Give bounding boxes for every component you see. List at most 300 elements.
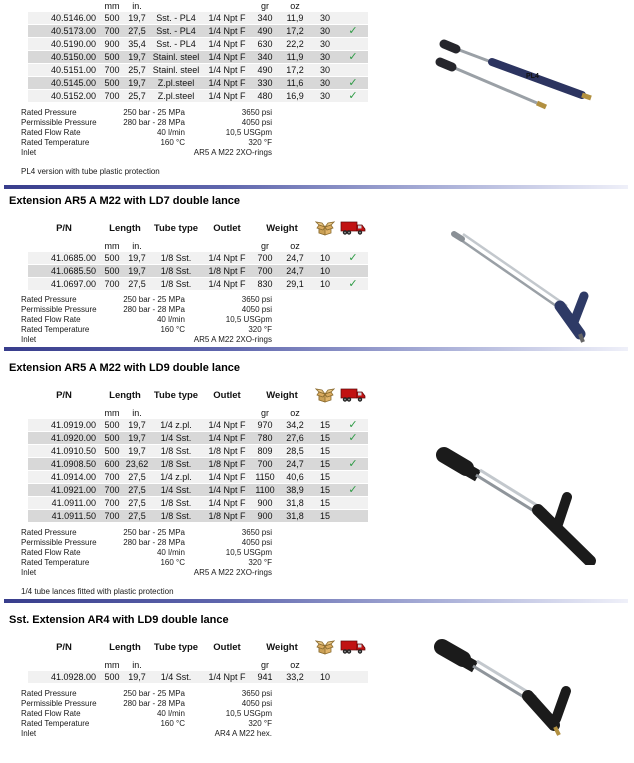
table-subheader-row	[28, 240, 368, 252]
cell-part-number: 40.5152.00	[50, 91, 96, 101]
cell-tube-type: 1/8 Sst.	[160, 279, 192, 289]
spec-metric-value: 250 bar - 25 MPa	[123, 108, 185, 117]
col-header-outlet: Outlet	[213, 222, 241, 234]
availability-check-icon: ✓	[348, 252, 358, 264]
table-header-row	[28, 383, 368, 407]
cell-weight-gr: 490	[257, 65, 273, 75]
cell-pack-qty: 10	[319, 279, 330, 289]
cell-weight-oz: 11,9	[286, 52, 304, 62]
spec-row	[21, 128, 430, 138]
spec-metric-value	[116, 148, 185, 158]
table-rows	[28, 419, 368, 523]
spec-imperial-value: 4050 psi	[241, 699, 272, 708]
product-table	[28, 216, 368, 291]
cell-length-in: 19,7	[128, 266, 146, 276]
spec-row	[21, 538, 430, 548]
cell-part-number: 41.0919.00	[50, 420, 96, 430]
cell-length-mm: 500	[104, 672, 120, 682]
cell-weight-gr: 900	[257, 511, 273, 521]
table-row	[28, 38, 368, 51]
spec-row	[21, 689, 430, 699]
spec-row	[21, 118, 430, 128]
table-row	[28, 252, 368, 265]
spec-metric-value: 280 bar - 28 MPa	[123, 699, 185, 708]
col-subheader-in: in.	[132, 408, 142, 418]
cell-length-mm: 500	[104, 253, 120, 263]
cell-pack-qty: 15	[319, 459, 330, 469]
col-subheader-mm: mm	[104, 408, 120, 418]
cell-tube-type: 1/8 Sst.	[160, 459, 192, 469]
cell-length-in: 27,5	[128, 498, 146, 508]
spec-label: Inlet	[21, 729, 37, 738]
cell-tube-type: Stainl. steel	[152, 65, 200, 75]
spec-label: Rated Pressure	[21, 689, 77, 698]
cell-outlet: 1/4 Npt F	[208, 52, 246, 62]
section-ld9-double-lance	[0, 362, 430, 596]
cell-tube-type: 1/4 z.pl.	[160, 420, 192, 430]
cell-outlet: 1/4 Npt F	[208, 672, 246, 682]
spec-imperial-value: AR5 A M22 2XO-rings	[193, 148, 272, 157]
cell-weight-oz: 17,2	[286, 65, 304, 75]
cell-tube-type: 1/8 Sst.	[160, 253, 192, 263]
cell-length-in: 35,4	[128, 39, 146, 49]
col-header-pn: P/N	[56, 641, 72, 653]
table-row	[28, 51, 368, 64]
cell-pack-qty: 10	[319, 253, 330, 263]
cell-outlet: 1/4 Npt F	[208, 65, 246, 75]
spec-imperial-value: 3650 psi	[241, 528, 272, 537]
cell-weight-oz: 24,7	[286, 459, 304, 469]
cell-length-in: 27,5	[128, 26, 146, 36]
spec-label: Permissible Pressure	[21, 538, 97, 547]
table-row	[28, 510, 368, 523]
cell-pack-qty: 30	[319, 78, 330, 88]
spec-label: Rated Flow Rate	[21, 315, 81, 324]
col-subheader-in: in.	[132, 241, 142, 251]
spec-metric-value: 40 l/min	[156, 548, 185, 557]
table-row	[28, 77, 368, 90]
cell-outlet: 1/8 Npt F	[208, 266, 246, 276]
package-box-icon	[312, 219, 338, 237]
section-title: Sst. Extension AR4 with LD9 double lance	[9, 614, 229, 626]
spec-row	[21, 138, 430, 148]
cell-part-number: 40.5173.00	[50, 26, 96, 36]
product-image-pl4-lances	[432, 18, 632, 128]
table-row	[28, 64, 368, 77]
spec-label: Rated Temperature	[21, 558, 90, 567]
table-subheader-row	[28, 407, 368, 419]
cell-outlet: 1/4 Npt F	[208, 472, 246, 482]
cell-tube-type: 1/4 z.pl.	[160, 472, 192, 482]
cell-tube-type: 1/8 Sst.	[160, 446, 192, 456]
cell-length-in: 19,7	[128, 253, 146, 263]
cell-pack-qty: 30	[319, 91, 330, 101]
cell-length-mm: 700	[104, 498, 120, 508]
spec-label: Rated Flow Rate	[21, 709, 81, 718]
spec-label: Rated Temperature	[21, 719, 90, 728]
cell-weight-oz: 24,7	[286, 266, 304, 276]
table-rows	[28, 671, 368, 684]
cell-part-number: 40.5150.00	[50, 52, 96, 62]
cell-outlet: 1/4 Npt F	[208, 39, 246, 49]
cell-pack-qty: 15	[319, 420, 330, 430]
spec-imperial-value: 10,5 USGpm	[225, 548, 272, 557]
spec-imperial-value: 320 °F	[248, 558, 272, 567]
package-box-icon	[312, 638, 338, 656]
col-header-length: Length	[109, 641, 141, 653]
spec-row	[21, 528, 430, 538]
cell-weight-gr: 780	[257, 433, 273, 443]
spec-label: Permissible Pressure	[21, 699, 97, 708]
cell-weight-gr: 490	[257, 26, 273, 36]
availability-check-icon: ✓	[348, 432, 358, 444]
cell-outlet: 1/4 Npt F	[208, 13, 246, 23]
cell-length-mm: 500	[104, 13, 120, 23]
spec-label: Rated Flow Rate	[21, 548, 81, 557]
spec-imperial-value: 4050 psi	[241, 118, 272, 127]
spec-imperial-value: 4050 psi	[241, 538, 272, 547]
cell-length-in: 27,5	[128, 279, 146, 289]
section-note: PL4 version with tube plastic protection	[21, 167, 160, 176]
col-subheader-oz: oz	[290, 660, 300, 670]
cell-weight-oz: 38,9	[286, 485, 304, 495]
table-header-row	[28, 216, 368, 240]
col-subheader-mm: mm	[104, 241, 120, 251]
col-header-pn: P/N	[56, 222, 72, 234]
col-header-weight: Weight	[266, 222, 298, 234]
cell-weight-gr: 340	[257, 52, 273, 62]
shipping-truck-icon	[338, 219, 368, 237]
cell-length-in: 19,7	[128, 13, 146, 23]
table-row	[28, 445, 368, 458]
cell-part-number: 41.0920.00	[50, 433, 96, 443]
cell-pack-qty: 10	[319, 672, 330, 682]
section-title: Extension AR5 A M22 with LD9 double lance	[9, 362, 241, 374]
col-header-tube-type: Tube type	[153, 641, 199, 653]
table-row	[28, 278, 368, 291]
col-header-length: Length	[109, 389, 141, 401]
col-subheader-gr: gr	[260, 241, 269, 251]
col-subheader-oz: oz	[290, 408, 300, 418]
cell-length-in: 25,7	[128, 65, 146, 75]
spec-metric-value: 160 °C	[160, 325, 185, 334]
col-subheader-gr: gr	[260, 408, 269, 418]
spec-label: Inlet	[21, 148, 37, 157]
cell-pack-qty: 30	[319, 26, 330, 36]
spec-metric-value: 160 °C	[160, 719, 185, 728]
col-header-length: Length	[109, 222, 141, 234]
cell-length-mm: 900	[104, 39, 120, 49]
spec-imperial-value: 10,5 USGpm	[225, 315, 272, 324]
section-ld7-double-lance	[0, 195, 430, 345]
cell-tube-type: Sst. - PL4	[156, 13, 196, 23]
cell-length-mm: 700	[104, 26, 120, 36]
cell-weight-gr: 700	[257, 253, 273, 263]
cell-tube-type: Sst. - PL4	[156, 26, 196, 36]
cell-pack-qty: 15	[319, 446, 330, 456]
cell-outlet: 1/4 Npt F	[208, 485, 246, 495]
cell-outlet: 1/8 Npt F	[208, 511, 246, 521]
cell-tube-type: 1/4 Sst.	[160, 433, 192, 443]
table-row	[28, 419, 368, 432]
col-header-outlet: Outlet	[213, 389, 241, 401]
cell-part-number: 40.5190.00	[50, 39, 96, 49]
cell-length-in: 19,7	[128, 433, 146, 443]
spec-imperial-value: 320 °F	[248, 325, 272, 334]
cell-length-mm: 700	[104, 65, 120, 75]
cell-length-mm: 700	[104, 472, 120, 482]
col-subheader-gr: gr	[260, 660, 269, 670]
spec-row	[21, 108, 430, 118]
cell-weight-gr: 700	[257, 459, 273, 469]
table-row	[28, 471, 368, 484]
spec-metric-value: 40 l/min	[156, 128, 185, 137]
spec-row	[21, 315, 430, 325]
cell-length-mm: 500	[104, 446, 120, 456]
cell-outlet: 1/4 Npt F	[208, 26, 246, 36]
cell-tube-type: 1/8 Sst.	[160, 266, 192, 276]
cell-weight-oz: 22,2	[286, 39, 304, 49]
cell-weight-gr: 480	[257, 91, 273, 101]
cell-length-mm: 500	[104, 78, 120, 88]
spec-label: Permissible Pressure	[21, 305, 97, 314]
spec-label: Rated Temperature	[21, 138, 90, 147]
cell-length-mm: 600	[104, 459, 120, 469]
cell-weight-gr: 1150	[255, 472, 275, 482]
shipping-truck-icon	[338, 638, 368, 656]
col-header-tube-type: Tube type	[153, 389, 199, 401]
spec-row	[21, 548, 430, 558]
col-subheader-in: in.	[132, 660, 142, 670]
cell-outlet: 1/4 Npt F	[208, 253, 246, 263]
spec-imperial-value: 10,5 USGpm	[225, 709, 272, 718]
cell-weight-oz: 17,2	[286, 26, 304, 36]
cell-part-number: 41.0908.50	[50, 459, 96, 469]
cell-pack-qty: 15	[319, 433, 330, 443]
col-subheader-gr: gr	[260, 1, 269, 11]
availability-check-icon: ✓	[348, 458, 358, 470]
table-row	[28, 497, 368, 510]
spec-label: Permissible Pressure	[21, 118, 97, 127]
table-row	[28, 265, 368, 278]
cell-weight-oz: 16,9	[286, 91, 304, 101]
cell-length-in: 19,7	[128, 446, 146, 456]
section-divider	[4, 185, 628, 189]
spec-imperial-value: AR4 A M22 hex.	[214, 729, 272, 738]
cell-tube-type: 1/4 Sst.	[160, 485, 192, 495]
cell-tube-type: Stainl. steel	[152, 52, 200, 62]
spec-metric-value	[116, 568, 185, 578]
cell-part-number: 41.0921.00	[50, 485, 96, 495]
table-rows	[28, 12, 368, 103]
cell-pack-qty: 15	[319, 472, 330, 482]
cell-part-number: 40.5145.00	[50, 78, 96, 88]
cell-length-mm: 500	[104, 52, 120, 62]
availability-check-icon: ✓	[348, 484, 358, 496]
section-divider	[4, 599, 628, 603]
section-ar4-ld9-lance	[0, 614, 430, 739]
cell-length-in: 25,7	[128, 91, 146, 101]
table-header-row	[28, 635, 368, 659]
cell-pack-qty: 15	[319, 498, 330, 508]
spec-label: Rated Pressure	[21, 108, 77, 117]
spec-metric-value: 280 bar - 28 MPa	[123, 538, 185, 547]
cell-outlet: 1/4 Npt F	[208, 78, 246, 88]
col-header-weight: Weight	[266, 389, 298, 401]
cell-weight-gr: 830	[257, 279, 273, 289]
cell-weight-oz: 34,2	[286, 420, 304, 430]
cell-length-mm: 500	[104, 266, 120, 276]
spec-metric-value: 250 bar - 25 MPa	[123, 689, 185, 698]
cell-outlet: 1/4 Npt F	[208, 498, 246, 508]
spec-imperial-value: AR5 A M22 2XO-rings	[193, 568, 272, 577]
spec-label: Rated Flow Rate	[21, 128, 81, 137]
cell-outlet: 1/4 Npt F	[208, 433, 246, 443]
cell-part-number: 40.5146.00	[50, 13, 96, 23]
specs-block	[21, 528, 430, 578]
cell-weight-gr: 941	[257, 672, 273, 682]
spec-row	[21, 729, 430, 739]
cell-part-number: 41.0911.00	[51, 498, 96, 508]
col-subheader-oz: oz	[290, 1, 300, 11]
cell-weight-oz: 33,2	[286, 672, 304, 682]
col-subheader-mm: mm	[104, 1, 120, 11]
cell-length-in: 27,5	[128, 472, 146, 482]
cell-outlet: 1/4 Npt F	[208, 279, 246, 289]
cell-weight-gr: 970	[257, 420, 273, 430]
spec-imperial-value: 320 °F	[248, 719, 272, 728]
package-box-icon	[312, 386, 338, 404]
spec-row	[21, 148, 430, 158]
cell-part-number: 41.0914.00	[50, 472, 96, 482]
section-title: Extension AR5 A M22 with LD7 double lance	[9, 195, 241, 207]
table-row	[28, 458, 368, 471]
spec-imperial-value: 10,5 USGpm	[225, 128, 272, 137]
spec-label: Inlet	[21, 335, 37, 344]
cell-length-mm: 700	[104, 91, 120, 101]
product-table	[28, 0, 368, 103]
availability-check-icon: ✓	[348, 51, 358, 63]
spec-imperial-value: 3650 psi	[241, 295, 272, 304]
spec-metric-value: 280 bar - 28 MPa	[123, 305, 185, 314]
cell-tube-type: Z.pl.steel	[157, 91, 195, 101]
table-row	[28, 25, 368, 38]
spec-label: Rated Pressure	[21, 528, 77, 537]
cell-length-mm: 500	[104, 420, 120, 430]
availability-check-icon: ✓	[348, 419, 358, 431]
table-subheader-row	[28, 0, 368, 12]
availability-check-icon: ✓	[348, 90, 358, 102]
table-row	[28, 12, 368, 25]
table-row	[28, 432, 368, 445]
cell-pack-qty: 15	[319, 485, 330, 495]
cell-weight-gr: 809	[257, 446, 273, 456]
cell-pack-qty: 10	[319, 266, 330, 276]
product-image-ld7-double-lance	[430, 222, 630, 352]
cell-part-number: 41.0911.50	[51, 511, 96, 521]
cell-weight-gr: 340	[257, 13, 273, 23]
spec-metric-value: 40 l/min	[156, 315, 185, 324]
spec-imperial-value: 3650 psi	[241, 689, 272, 698]
cell-length-in: 19,7	[128, 52, 146, 62]
cell-part-number: 41.0685.00	[50, 253, 96, 263]
spec-label: Rated Pressure	[21, 295, 77, 304]
cell-outlet: 1/4 Npt F	[208, 420, 246, 430]
spec-metric-value: 280 bar - 28 MPa	[123, 118, 185, 127]
spec-label: Inlet	[21, 568, 37, 577]
spec-row	[21, 568, 430, 578]
cell-weight-gr: 900	[257, 498, 273, 508]
spec-imperial-value: 3650 psi	[241, 108, 272, 117]
spec-row	[21, 295, 430, 305]
table-row	[28, 90, 368, 103]
cell-tube-type: 1/8 Sst.	[160, 498, 192, 508]
cell-outlet: 1/8 Npt F	[208, 446, 246, 456]
table-subheader-row	[28, 659, 368, 671]
cell-length-in: 19,7	[128, 672, 146, 682]
cell-tube-type: 1/8 Sst.	[160, 511, 192, 521]
col-header-pn: P/N	[56, 389, 72, 401]
section-top-extensions	[0, 0, 430, 176]
cell-part-number: 41.0685.50	[50, 266, 96, 276]
cell-weight-oz: 28,5	[286, 446, 304, 456]
product-table	[28, 635, 368, 684]
availability-check-icon: ✓	[348, 278, 358, 290]
cell-pack-qty: 30	[319, 39, 330, 49]
col-header-weight: Weight	[266, 641, 298, 653]
cell-pack-qty: 30	[319, 52, 330, 62]
cell-weight-oz: 24,7	[286, 253, 304, 263]
cell-outlet: 1/8 Npt F	[208, 459, 246, 469]
cell-weight-oz: 40,6	[286, 472, 304, 482]
cell-part-number: 41.0928.00	[50, 672, 96, 682]
col-header-outlet: Outlet	[213, 641, 241, 653]
spec-metric-value: 40 l/min	[156, 709, 185, 718]
cell-weight-oz: 11,6	[286, 78, 304, 88]
product-image-ar4-ld9-lance	[430, 633, 634, 763]
availability-check-icon: ✓	[348, 77, 358, 89]
cell-length-mm: 500	[104, 433, 120, 443]
spec-row	[21, 325, 430, 335]
spec-metric-value	[116, 335, 185, 345]
specs-block	[21, 689, 430, 739]
cell-outlet: 1/4 Npt F	[208, 91, 246, 101]
shipping-truck-icon	[338, 386, 368, 404]
col-header-tube-type: Tube type	[153, 222, 199, 234]
spec-metric-value	[116, 729, 185, 739]
cell-pack-qty: 30	[319, 13, 330, 23]
cell-tube-type: 1/4 Sst.	[160, 672, 192, 682]
cell-length-in: 19,7	[128, 420, 146, 430]
spec-metric-value: 160 °C	[160, 138, 185, 147]
table-row	[28, 671, 368, 684]
spec-label: Rated Temperature	[21, 325, 90, 334]
spec-row	[21, 709, 430, 719]
spec-imperial-value: 320 °F	[248, 138, 272, 147]
cell-length-mm: 700	[104, 485, 120, 495]
cell-tube-type: Sst. - PL4	[156, 39, 196, 49]
spec-metric-value: 250 bar - 25 MPa	[123, 528, 185, 537]
spec-imperial-value: 4050 psi	[241, 305, 272, 314]
cell-pack-qty: 15	[319, 511, 330, 521]
cell-length-in: 19,7	[128, 78, 146, 88]
product-image-ld9-double-lance	[430, 437, 634, 565]
cell-weight-gr: 330	[257, 78, 273, 88]
cell-tube-type: Z.pl.steel	[157, 78, 195, 88]
cell-length-in: 27,5	[128, 485, 146, 495]
pl4-tube-label: PL4	[526, 73, 539, 80]
table-row	[28, 484, 368, 497]
